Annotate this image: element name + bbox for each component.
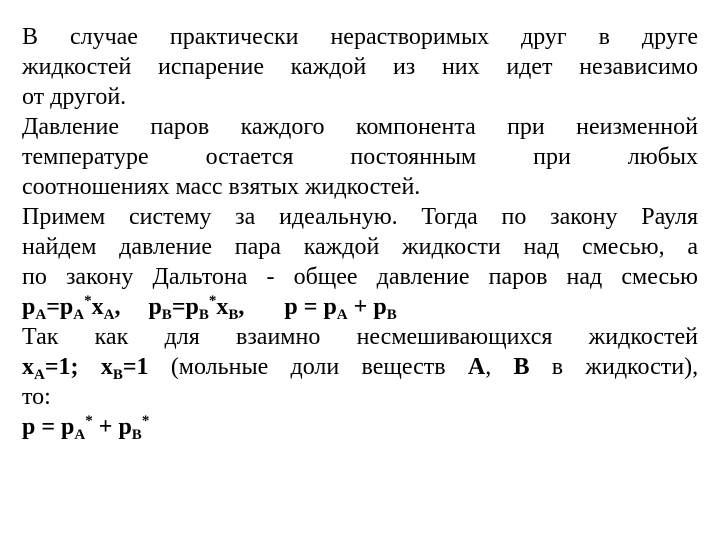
fraction-xb: $x_B=1$	[100, 354, 149, 383]
paragraph-3	[22, 202, 698, 292]
p1-line-3: от другой.	[22, 84, 127, 110]
paragraph-2	[22, 112, 698, 202]
p2-line-2: температуре остается постоянным при любых	[22, 144, 698, 170]
p2-line-1: Давление паров каждого компонента при неизменной	[22, 114, 698, 140]
formula-pa: $p_A=p_A^*x_A$,	[22, 293, 121, 323]
paragraph-4	[22, 322, 698, 412]
p1-line-1: В случае практически нерастворимых друг в друге	[22, 24, 698, 50]
p1-line-2: жидкостей испарение каждой из них идет независимо	[22, 54, 698, 80]
formula-raoult-dalton	[22, 292, 698, 322]
p3-line-2: найдем давление пара каждой жидкости над смесью, а	[22, 234, 698, 260]
p3-line-1: Примем систему за идеальную. Тогда по закону Рауля	[22, 204, 698, 230]
p4-line-1: Так как для взаимно несмешивающихся жидкостей	[22, 324, 698, 350]
paragraph-1	[22, 22, 698, 112]
p4-line-3: то:	[22, 384, 51, 410]
p4-line-2: $x_A=1$; $x_B=1$ (мольные доли веществ A, B в жидкости),	[22, 354, 699, 383]
slide-content	[22, 22, 698, 442]
p2-line-3: соотношениях масс взятых жидкостей.	[22, 174, 421, 200]
formula-total: $p = p_A + p_B$	[284, 294, 397, 323]
fraction-xa: $x_A=1$;	[22, 354, 79, 383]
formula-pb: $p_B=p_B^*x_B$,	[148, 293, 245, 323]
p3-line-3: по закону Дальтона - общее давление паров над смесью	[22, 264, 698, 290]
formula-final: $p = p_A^* + p_B^*$	[22, 413, 150, 443]
